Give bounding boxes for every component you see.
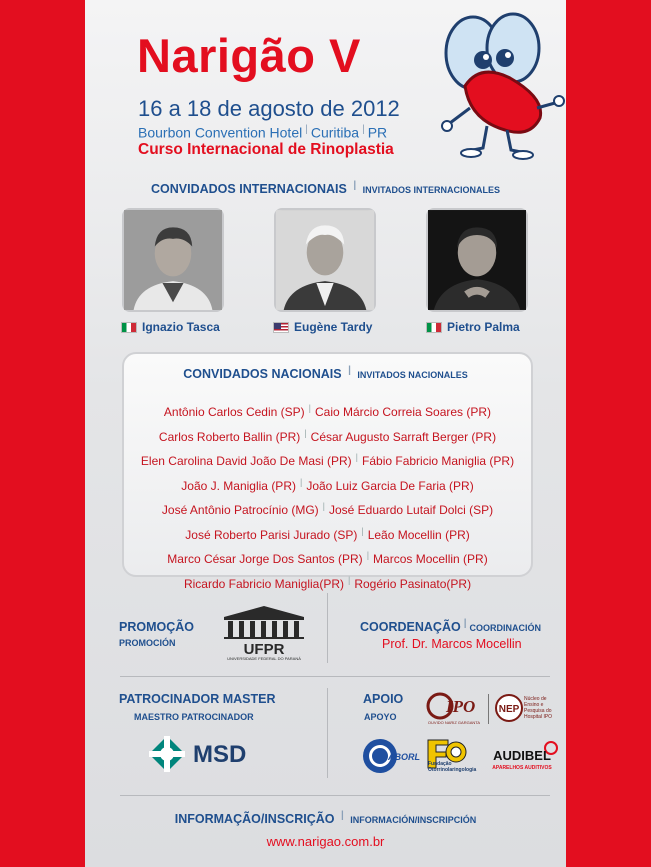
italy-flag-icon (426, 322, 442, 333)
promotion-title: PROMOÇÃO (119, 620, 194, 634)
ufpr-logo-icon (220, 603, 308, 661)
venue-hotel: Bourbon Convention Hotel (138, 124, 303, 141)
sponsor-title: PATROCINADOR MASTER (119, 692, 276, 706)
audibel-logo-icon (488, 740, 560, 774)
website-link[interactable]: www.narigao.com.br (266, 834, 385, 849)
support-title: APOIO (363, 692, 404, 706)
divider (327, 688, 328, 778)
info-heading: INFORMAÇÃO/INSCRIÇÃO | INFORMACIÓN/INSCRIPCIÓN (174, 810, 477, 827)
svg-text:UNIVERSIDADE FEDERAL DO PARANÁ: UNIVERSIDADE FEDERAL DO PARANÁ (227, 656, 301, 661)
portrait-icon (428, 210, 526, 310)
fo-logo-icon: Fundação Otorrinolaringologia (422, 736, 476, 776)
nep-logo-icon: NEP Núcleo de Ensino e Pesquisa do Hospital IPO (494, 692, 560, 726)
ipo-logo-icon (424, 692, 484, 726)
national-heading: CONVIDADOS NACIONAIS | INVITADOS NACIONALES (183, 365, 468, 382)
list-item: José Roberto Parisi Jurado (SP) | Leão Mocellin (PR) (185, 525, 470, 542)
sponsor-title-es: MAESTRO PATROCINADOR (134, 712, 254, 722)
event-title: Narigão V (137, 29, 361, 82)
coordinator-name: Prof. Dr. Marcos Mocellin (382, 637, 522, 651)
italy-flag-icon (121, 322, 137, 333)
nose-mascot-icon (425, 8, 575, 168)
list-item: Ricardo Fabricio Maniglia(PR) | Rogério Pasinato(PR) (183, 574, 472, 591)
list-item: Marco César Jorge Dos Santos (PR) | Marcos Mocellin (PR) (167, 550, 488, 566)
svg-text:APARELHOS AUDITIVOS: APARELHOS AUDITIVOS (492, 765, 552, 771)
divider (120, 676, 550, 677)
divider (120, 795, 550, 796)
venue-state: PR (367, 124, 388, 141)
promotion-title-es: PROMOCIÓN (119, 638, 176, 648)
svg-text:ABORL: ABORL (388, 752, 420, 762)
list-item: João J. Maniglia (PR) | João Luiz Garcia De Faria (PR) (181, 476, 474, 493)
guest-tardy: Eugène Tardy (273, 320, 372, 334)
divider (327, 593, 328, 663)
list-item: José Antônio Patrocínio (MG) | José Eduardo Lutaif Dolci (SP) (161, 501, 494, 517)
list-item: Elen Carolina David João De Masi (PR) | Fábio Fabricio Maniglia (PR) (140, 452, 515, 468)
svg-text:IPO: IPO (446, 697, 476, 716)
divider (488, 694, 489, 724)
svg-text:NEP: NEP (498, 704, 520, 715)
list-item: Carlos Roberto Ballin (PR) | César Augusto Sarraft Berger (PR) (158, 427, 497, 444)
event-venue: Bourbon Convention Hotel | Curitiba | PR (138, 124, 388, 141)
svg-text:AUDIBEL: AUDIBEL (493, 748, 551, 763)
support-title-es: APOYO (364, 712, 397, 722)
guest-palma: Pietro Palma (426, 320, 520, 334)
usa-flag-icon (273, 322, 289, 333)
portrait-icon (124, 210, 222, 310)
course-name: Curso Internacional de Rinoplastia (138, 141, 394, 158)
guest-photo-palma (426, 208, 528, 312)
guest-photo-tasca (122, 208, 224, 312)
portrait-icon (276, 210, 374, 310)
coordination-title: COORDENAÇÃO | COORDINACIÓN (360, 618, 542, 635)
national-guest-list (122, 398, 533, 594)
msd-text: MSD (193, 741, 247, 768)
international-heading: CONVIDADOS INTERNACIONAIS | INVITADOS INTERNACIONALES (151, 180, 500, 197)
svg-text:UFPR: UFPR (243, 641, 285, 658)
list-item: Antônio Carlos Cedin (SP) | Caio Márcio Correia Soares (PR) (163, 403, 492, 419)
svg-text:OUVIDO NARIZ GARGANTA: OUVIDO NARIZ GARGANTA (427, 720, 481, 725)
guest-photo-tardy (274, 208, 376, 312)
event-dates: 16 a 18 de agosto de 2012 (138, 96, 400, 121)
venue-city: Curitiba (310, 124, 360, 141)
aborl-logo-icon (360, 736, 420, 776)
guest-tasca: Ignazio Tasca (121, 320, 220, 334)
